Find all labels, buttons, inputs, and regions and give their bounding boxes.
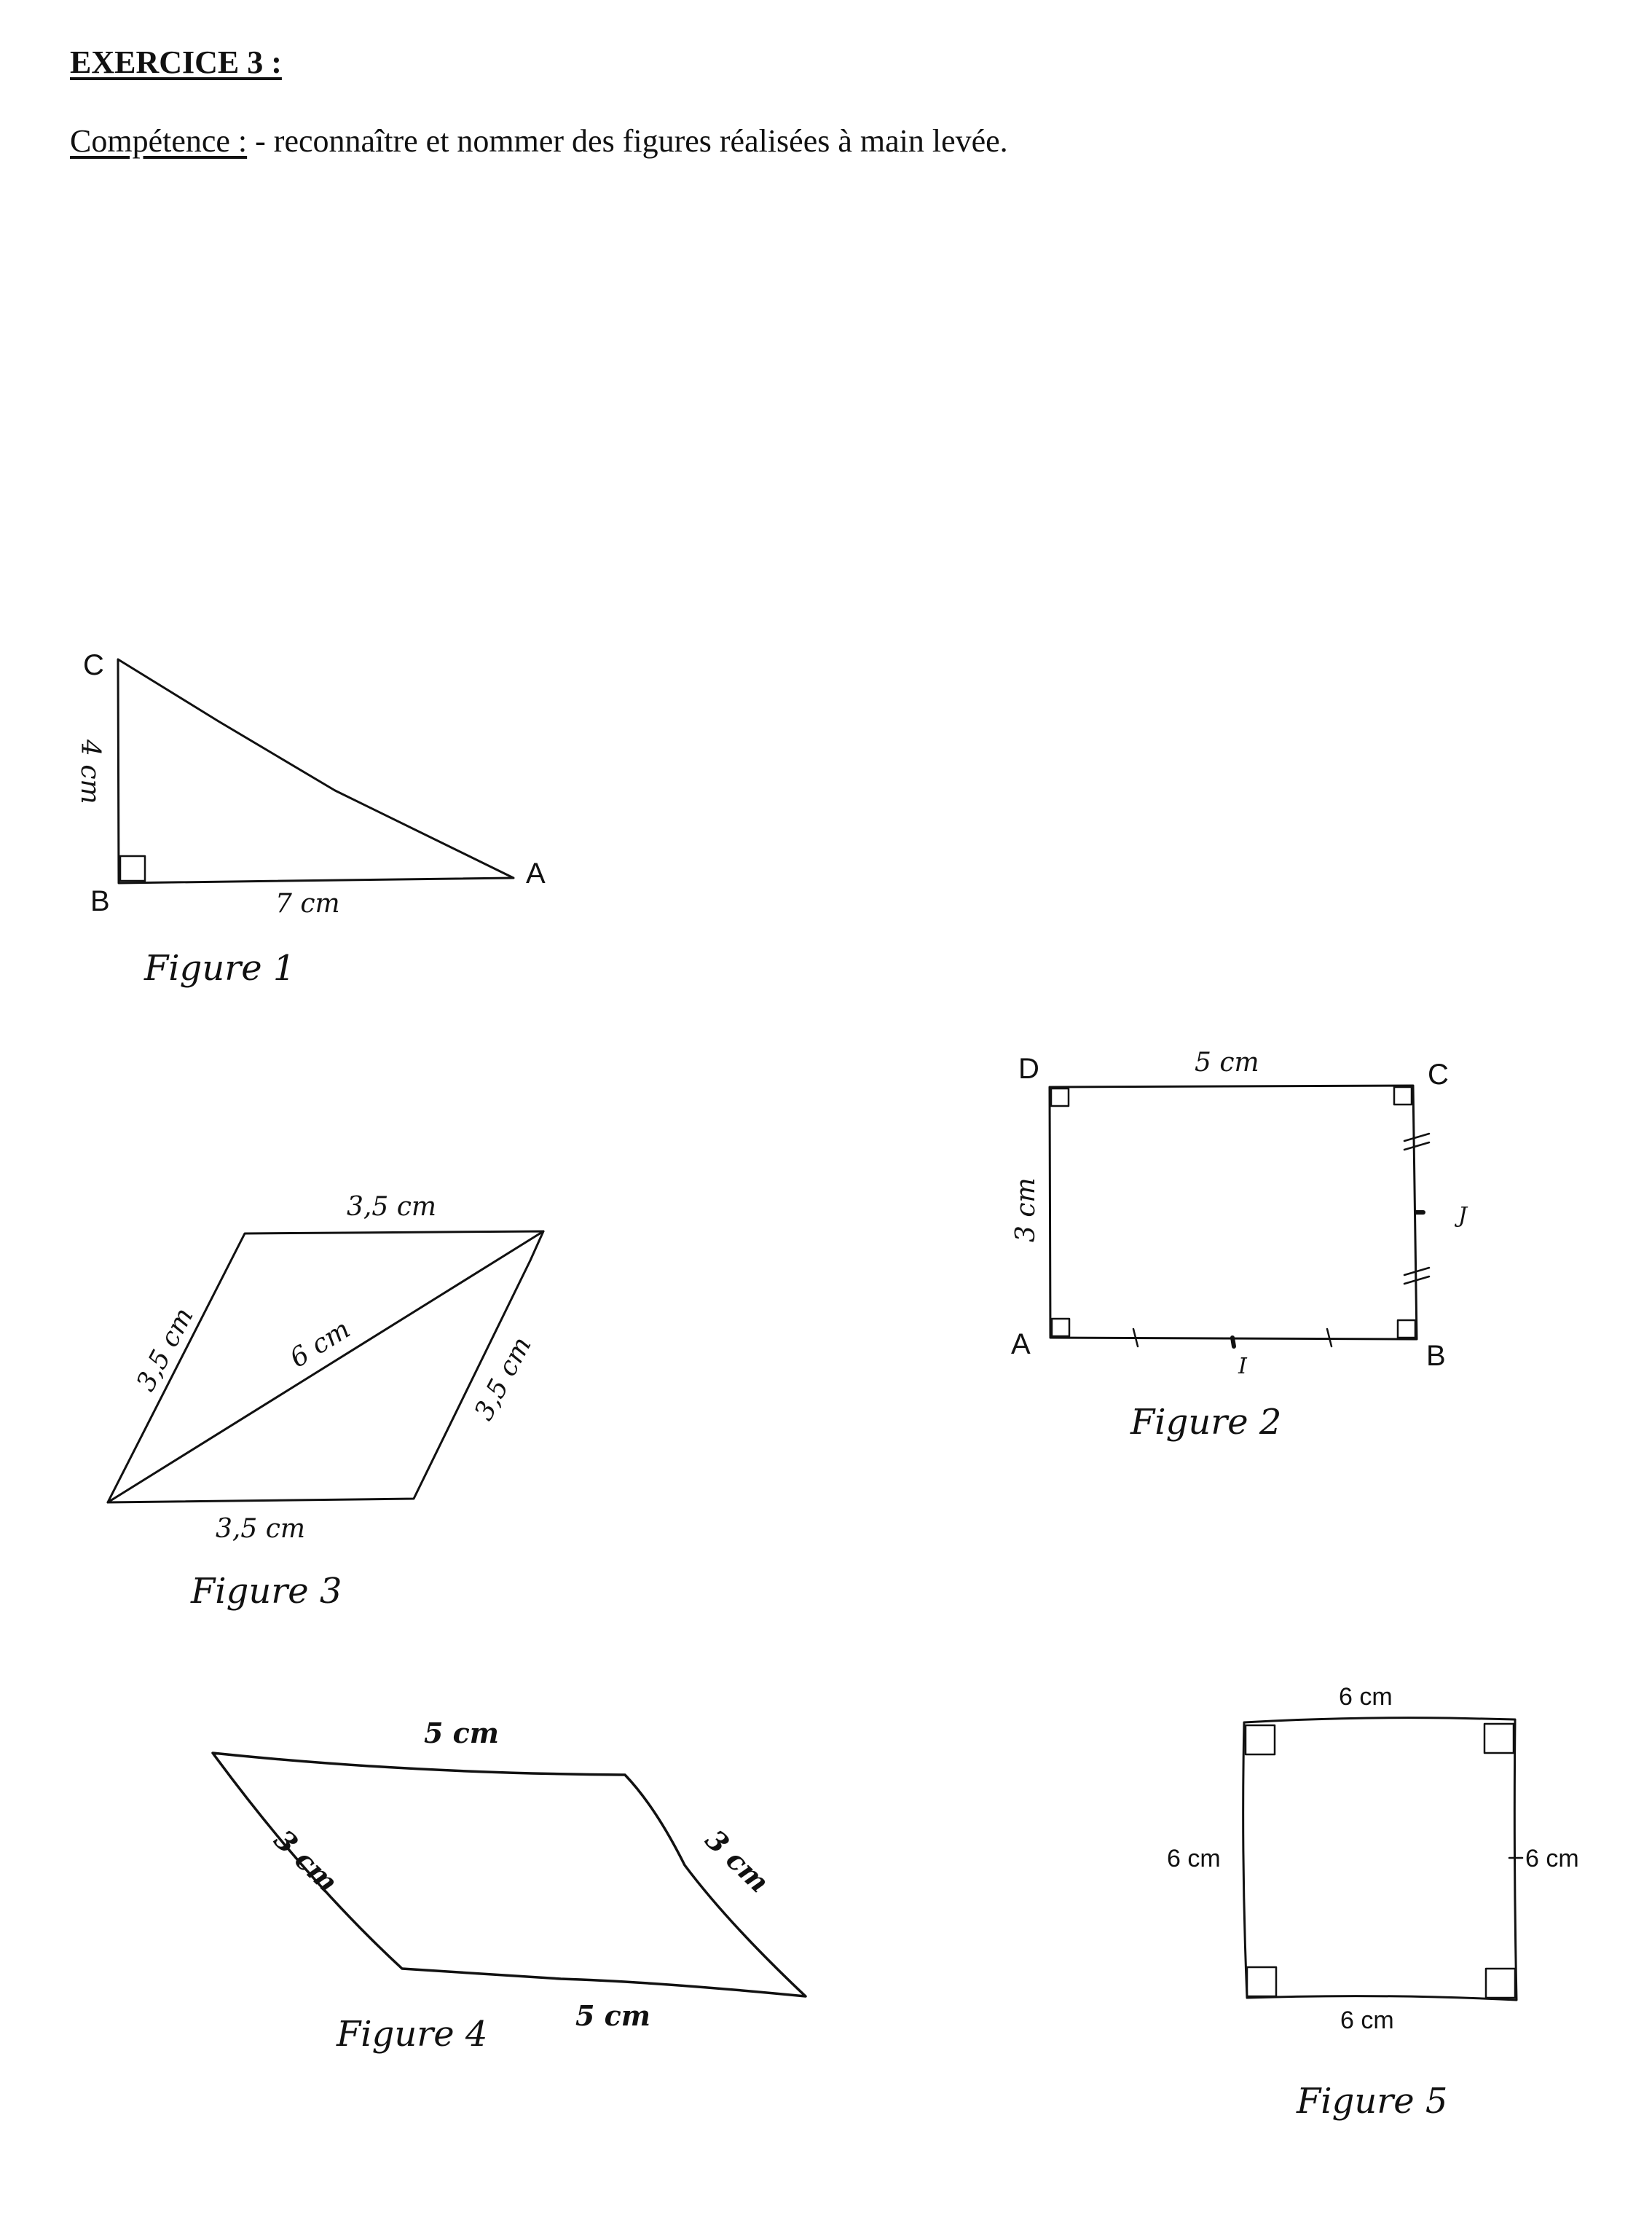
figure-4	[213, 1717, 806, 2055]
figure-1-triangle	[118, 659, 514, 883]
figure-4-side-left-label: 3 cm	[267, 1823, 345, 1899]
figure-5-caption: Figure 5	[1297, 2081, 1448, 2122]
figure-2-right-angle-mark-c	[1394, 1087, 1412, 1105]
figure-2-midpoint-j: J	[1458, 1203, 1468, 1228]
figure-2-vertex-d: D	[1018, 1053, 1039, 1085]
competence-text: - reconnaître et nommer des figures réalisées à main levée.	[247, 123, 1008, 159]
figure-3-side-bottom-label: 3,5 cm	[216, 1514, 305, 1544]
figure-3-side-right-label: 3,5 cm	[468, 1332, 538, 1426]
figure-4-caption: Figure 4	[337, 2014, 488, 2055]
figure-4-side-right-label: 3 cm	[699, 1823, 776, 1899]
competence-label: Compétence :	[70, 123, 248, 159]
figure-5-square	[1243, 1718, 1517, 2000]
figure-5-right-angle-mark-bl	[1247, 1967, 1276, 1996]
figure-1-caption: Figure 1	[144, 948, 296, 989]
figure-2-vertex-b: B	[1426, 1340, 1446, 1372]
figure-5-side-left-label: 6 cm	[1167, 1845, 1221, 1872]
figure-2	[1011, 1048, 1468, 1443]
figure-1-vertex-b: B	[90, 885, 110, 917]
figure-2-side-top-label: 5 cm	[1195, 1048, 1259, 1078]
figure-2-tick-cb-top-1	[1404, 1134, 1429, 1141]
figure-2-side-left-label: 3 cm	[1011, 1177, 1041, 1242]
figure-3-diagonal-label: 6 cm	[285, 1314, 355, 1374]
figure-4-side-bottom-label: 5 cm	[575, 1999, 651, 2032]
figure-1-right-angle-mark	[120, 856, 145, 881]
figure-5	[1167, 1683, 1579, 2122]
figure-5-side-right-label: 6 cm	[1525, 1845, 1579, 1872]
figure-2-right-angle-mark-d	[1051, 1089, 1069, 1106]
figure-2-rectangle	[1050, 1086, 1417, 1339]
figure-3	[108, 1192, 543, 1612]
figure-2-vertex-a: A	[1011, 1328, 1031, 1360]
figure-2-tick-ab-mid	[1232, 1338, 1234, 1346]
figure-5-right-angle-mark-br	[1486, 1969, 1515, 1998]
figure-5-right-angle-mark-tr	[1484, 1724, 1514, 1753]
figure-1	[75, 649, 546, 989]
figure-1-side-ba-label: 7 cm	[275, 889, 340, 919]
figure-2-caption: Figure 2	[1130, 1402, 1282, 1443]
figure-1-side-bc-label: 4 cm	[75, 740, 105, 804]
figure-2-tick-cb-top-2	[1404, 1142, 1429, 1150]
figure-2-right-angle-mark-b	[1398, 1320, 1415, 1338]
figure-2-tick-ab-right	[1327, 1329, 1332, 1346]
figure-1-vertex-a: A	[526, 858, 546, 890]
figure-3-side-top-label: 3,5 cm	[347, 1192, 436, 1222]
figure-1-vertex-c: C	[83, 649, 104, 681]
figure-5-right-angle-mark-tl	[1246, 1725, 1275, 1754]
figure-2-right-angle-mark-a	[1052, 1319, 1069, 1336]
figure-4-side-top-label: 5 cm	[424, 1717, 500, 1749]
figure-3-side-left-label: 3,5 cm	[130, 1303, 200, 1397]
exercise-title: EXERCICE 3 :	[70, 44, 282, 80]
figure-2-vertex-c: C	[1428, 1059, 1449, 1091]
figure-5-side-top-label: 6 cm	[1339, 1683, 1393, 1711]
figure-2-midpoint-i: I	[1238, 1354, 1247, 1379]
figure-5-side-bottom-label: 6 cm	[1340, 2007, 1394, 2034]
figure-3-caption: Figure 3	[191, 1571, 342, 1612]
